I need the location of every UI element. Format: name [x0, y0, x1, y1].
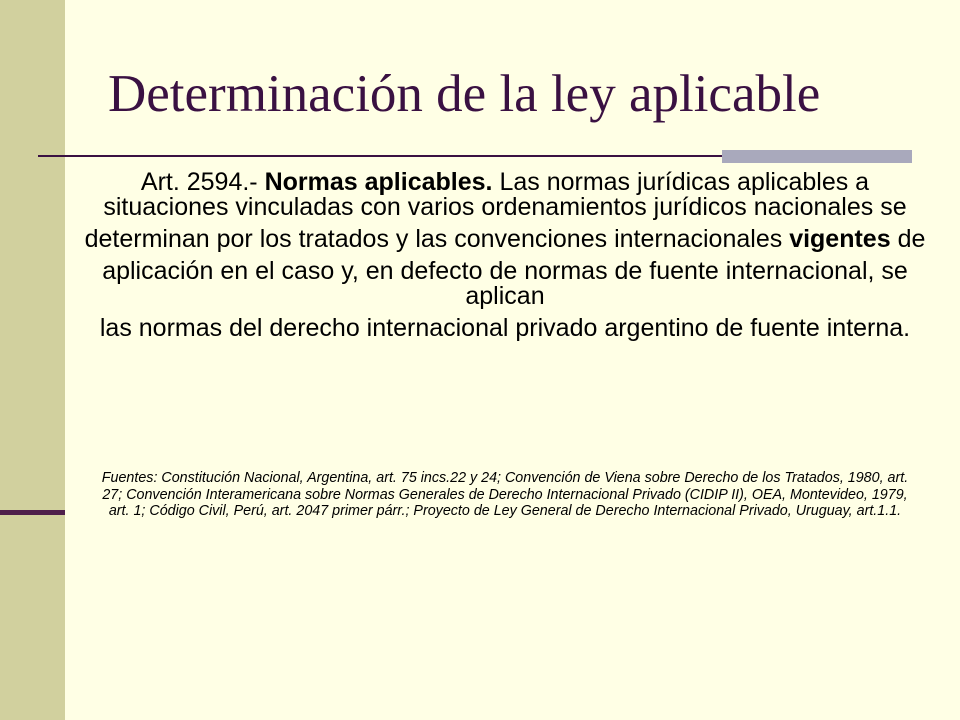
paragraph-article-application: aplicación en el caso y, en defecto de normas de fuente internacional, se aplican — [102, 257, 908, 310]
title-underline-accent — [722, 150, 912, 163]
article-number: Art. 2594.- — [140, 168, 258, 196]
paragraph-article-intro — [80, 170, 930, 220]
paragraph-article-treaties — [80, 227, 930, 252]
slide-title: Determinación de la ley aplicable — [108, 65, 821, 123]
slide-body — [80, 170, 930, 348]
article-heading: Normas aplicables. — [264, 168, 493, 196]
paragraph-article-internal: las normas del derecho internacional privado argentino de fuente interna. — [99, 314, 911, 342]
article-text-c: de — [897, 225, 926, 253]
article-emphasis: vigentes — [789, 225, 891, 253]
article-text-a: Las normas jurídicas aplicables a situaciones vinculadas con varios ordenamientos jurídicos nacionales se — [103, 168, 907, 221]
left-decorative-band — [0, 0, 65, 720]
sources-note: Fuentes: Constitución Nacional, Argentina, art. 75 incs.22 y 24; Convención de Viena sobre Derecho de los Tratados, 1980, art. 27; Convención Interamericana sobre Normas Generales de Derecho Internacional Privado (CIDIP II), OEA, Montevideo, 1979, art. 1; Código Civil, Perú, art. 2047 primer párr.; Proyecto de Ley General de Derecho Internacional Privado, Uruguay, art.1.1. — [101, 470, 909, 519]
article-text-b: determinan por los tratados y las convenciones internacionales — [84, 225, 783, 253]
left-accent-bar — [0, 510, 65, 515]
